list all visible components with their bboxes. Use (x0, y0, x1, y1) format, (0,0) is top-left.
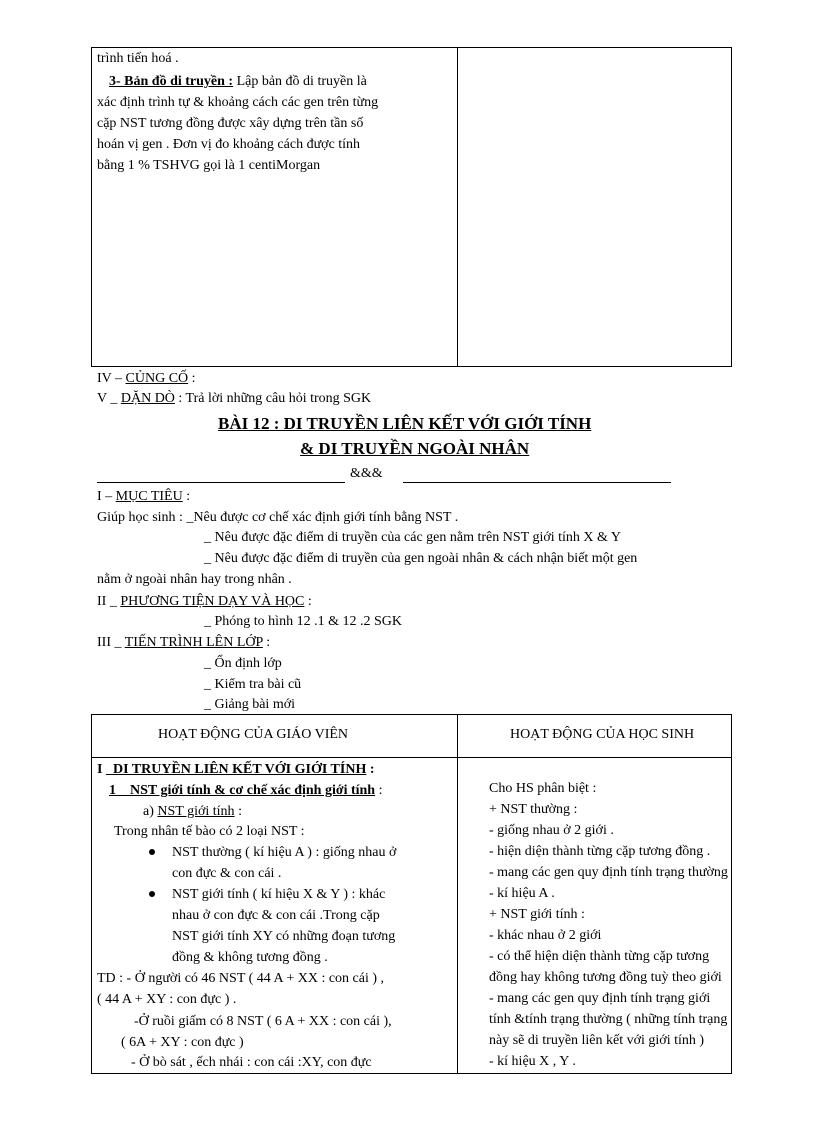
procedure-prefix: III _ (97, 635, 125, 650)
bullet-dot (149, 849, 155, 855)
student-line-13: này sẽ di truyền liên kết với giới tính ) (489, 1033, 705, 1048)
student-line-9: - có thể hiện diện thành từng cặp tương (489, 949, 710, 964)
lesson-title-line2: & DI TRUYỀN NGOÀI NHÂN (300, 439, 530, 458)
subsection-1 (109, 781, 383, 801)
procedure-heading (97, 633, 270, 653)
student-line-4: - hiện diện thành từng cặp tương đồng . (489, 844, 711, 859)
objectives-intro: Giúp học sinh : _Nêu được cơ chế xác định giới tính bằng NST . (97, 510, 459, 525)
materials-item: _ Phóng to hình 12 .1 & 12 .2 SGK (204, 614, 402, 629)
bullet1-line1: NST thường ( kí hiệu A ) : giống nhau ở (172, 845, 397, 860)
map-text: Lập bản đồ di truyền là (233, 74, 367, 89)
review-suffix: : (188, 371, 196, 386)
student-line-2: + NST thường : (489, 802, 578, 817)
homework-prefix: V _ (97, 391, 121, 406)
materials-prefix: II _ (97, 594, 121, 609)
section-prefix: I _ (97, 762, 113, 777)
materials-suffix: : (304, 594, 312, 609)
example-1b: ( 44 A + XY : con đực ) . (97, 992, 237, 1007)
homework-suffix: : Trả lời những câu hỏi trong SGK (174, 391, 372, 406)
student-line-12: tính &tính trạng thường ( những tính trạng (489, 1012, 728, 1027)
lesson-title-line1: BÀI 12 : DI TRUYỀN LIÊN KẾT VỚI GIỚI TÍNH (218, 414, 592, 433)
homework-label: DẶN DÒ (120, 391, 175, 406)
objectives-prefix: I – (97, 489, 116, 504)
student-line-14: - kí hiệu X , Y . (489, 1054, 576, 1069)
table1-line-1: trình tiến hoá . (97, 51, 179, 66)
objectives-item-2: _ Nêu được đặc điểm di truyền của các gen nằm trên NST giới tính X & Y (204, 530, 622, 545)
student-line-11: - mang các gen quy định tính trạng giới (489, 991, 711, 1006)
column-divider (457, 715, 458, 1073)
subsection-a-title: NST giới tính (157, 804, 235, 819)
table1-map-line (109, 72, 367, 92)
example-2b: ( 6A + XY : con đực ) (121, 1035, 244, 1050)
subsection-1-title: 1 _ NST giới tính & cơ chế xác định giới tính (109, 783, 376, 798)
student-line-10: đồng hay không tương đồng tuỳ theo giới (489, 970, 722, 985)
subsection-1-suffix: : (375, 783, 383, 798)
table1-line-5: bằng 1 % TSHVG gọi là 1 centiMorgan (97, 158, 321, 173)
review-label: CỦNG CỐ (125, 371, 189, 386)
procedure-label: TIẾN TRÌNH LÊN LỚP (124, 635, 263, 650)
bullet2-line1: NST giới tính ( kí hiệu X & Y ) : khác (172, 887, 386, 902)
example-1: TD : - Ở người có 46 NST ( 44 A + XX : con cái ) , (97, 971, 385, 986)
table1-line-2: xác định trình tự & khoảng cách các gen trên từng (97, 95, 379, 110)
header-student: HOẠT ĐỘNG CỦA HỌC SINH (510, 727, 695, 742)
example-2: -Ở ruồi giấm có 8 NST ( 6 A + XX : con cái ), (134, 1014, 392, 1029)
map-heading: 3- Bản đồ di truyền : (109, 74, 234, 89)
bullet2-line4: đồng & không tương đồng . (172, 950, 328, 965)
bullet2-line3: NST giới tính XY có những đoạn tương (172, 929, 396, 944)
bullet2-line2: nhau ở con đực & con cái .Trong cặp (172, 908, 380, 923)
homework-heading (97, 389, 371, 409)
intro-line: Trong nhân tế bào có 2 loại NST : (114, 824, 305, 839)
header-teacher: HOẠT ĐỘNG CỦA GIÁO VIÊN (158, 727, 349, 742)
separator-mark: &&& (350, 466, 383, 481)
student-line-1: Cho HS phân biệt : (489, 781, 597, 796)
objectives-item-3-cont: nằm ở ngoài nhân hay trong nhân . (97, 572, 292, 587)
section-title: DI TRUYỀN LIÊN KẾT VỚI GIỚI TÍNH (112, 762, 367, 777)
student-line-3: - giống nhau ở 2 giới . (489, 823, 614, 838)
review-heading (97, 369, 196, 389)
student-line-6: - kí hiệu A . (489, 886, 555, 901)
section-heading (97, 760, 375, 780)
student-line-7: + NST giới tính : (489, 907, 585, 922)
table1-line-3: cặp NST tương đồng được xây dựng trên tần số (97, 116, 364, 131)
subsection-a (143, 802, 242, 822)
objectives-suffix: : (182, 489, 191, 504)
materials-label: PHƯƠNG TIỆN DẠY VÀ HỌC (120, 594, 305, 609)
separator-line-right (403, 482, 671, 483)
section-suffix: : (366, 762, 375, 777)
materials-heading (97, 592, 312, 612)
column-divider (457, 48, 458, 366)
objectives-label: MỤC TIÊU (115, 489, 183, 504)
objectives-heading (97, 487, 190, 507)
separator-line-left (97, 482, 345, 483)
bullet1-line2: con đực & con cái . (172, 866, 282, 881)
table1-line-4: hoán vị gen . Đơn vị đo khoảng cách được tính (97, 137, 361, 152)
student-line-8: - khác nhau ở 2 giới (489, 928, 602, 943)
example-3: - Ở bò sát , ếch nhái : con cái :XY, con đực (131, 1055, 372, 1070)
procedure-step-2: _ Kiểm tra bài cũ (204, 677, 302, 692)
student-line-5: - mang các gen quy định tính trạng thường (489, 865, 728, 880)
header-divider (92, 757, 731, 758)
subsection-a-prefix: a) (143, 804, 158, 819)
review-prefix: IV – (97, 371, 126, 386)
subsection-a-suffix: : (234, 804, 242, 819)
procedure-suffix: : (262, 635, 271, 650)
objectives-item-3: _ Nêu được đặc điểm di truyền của gen ngoài nhân & cách nhận biết một gen (204, 551, 638, 566)
bullet-dot (149, 891, 155, 897)
procedure-step-3: _ Giảng bài mới (204, 697, 295, 712)
procedure-step-1: _ Ổn định lớp (204, 656, 282, 671)
